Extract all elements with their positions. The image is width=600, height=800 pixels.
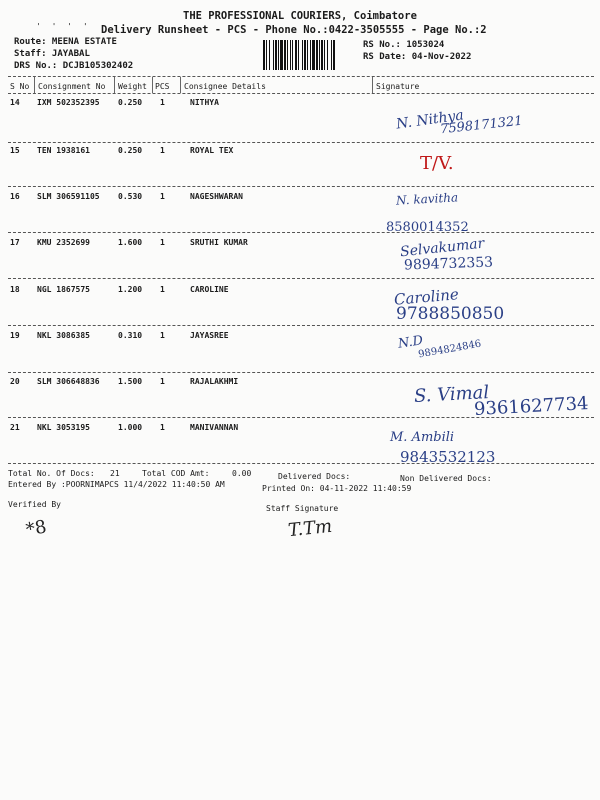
barcode-bar	[298, 40, 299, 70]
row-sno: 18	[10, 285, 20, 294]
barcode-bar	[284, 40, 286, 70]
table-row	[0, 192, 600, 232]
row-consignee: MANIVANNAN	[190, 423, 239, 432]
barcode-bar	[316, 40, 318, 70]
col-header-weight: Weight	[118, 82, 147, 91]
signature-phone: 9843532123	[400, 448, 496, 466]
row-sno: 17	[10, 238, 20, 247]
row-weight: 0.250	[118, 98, 143, 107]
staff-signature-label: Staff Signature	[266, 504, 339, 513]
total-docs-label: Total No. Of Docs:	[8, 469, 95, 478]
row-divider	[8, 463, 594, 464]
row-consignment: NKL 3086385	[37, 331, 90, 340]
row-pcs: 1	[160, 98, 165, 107]
barcode-bar	[273, 40, 274, 70]
table-row	[0, 146, 600, 186]
row-divider	[8, 325, 594, 326]
row-pcs: 1	[160, 146, 165, 155]
col-header-pcs: PCS	[155, 82, 170, 91]
row-divider	[8, 142, 594, 143]
barcode-bar	[290, 40, 291, 70]
row-weight: 0.530	[118, 192, 143, 201]
row-weight: 1.600	[118, 238, 143, 247]
barcode-bar	[304, 40, 306, 70]
table-row	[0, 235, 600, 278]
signature-phone: 9894732353	[403, 254, 494, 274]
row-sno: 15	[10, 146, 20, 155]
row-pcs: 1	[160, 377, 165, 386]
barcode-bar	[324, 40, 325, 70]
barcode-bar	[319, 40, 320, 70]
row-sno: 14	[10, 98, 20, 107]
signature-phone: 9788850850	[396, 304, 505, 324]
barcode-bar	[302, 40, 303, 70]
col-header-consignment: Consignment No	[38, 82, 106, 91]
rs-date: RS Date: 04-Nov-2022	[363, 52, 472, 62]
table-row	[0, 331, 600, 371]
row-sno: 16	[10, 192, 20, 201]
row-pcs: 1	[160, 423, 165, 432]
row-pcs: 1	[160, 192, 165, 201]
row-consignee: NITHYA	[190, 98, 219, 107]
row-weight: 0.310	[118, 331, 143, 340]
row-sno: 19	[10, 331, 20, 340]
barcode-bar	[307, 40, 308, 70]
row-pcs: 1	[160, 238, 165, 247]
row-consignment: IXM 502352395	[37, 98, 100, 107]
company-title: THE PROFESSIONAL COURIERS, Coimbatore	[183, 10, 417, 22]
signature-name: S. Vimal	[413, 382, 490, 407]
header-top-rule	[8, 76, 594, 77]
col-header-consignee: Consignee Details	[184, 82, 266, 91]
signature-name: M. Ambili	[390, 430, 455, 445]
row-divider	[8, 372, 594, 373]
barcode-bar	[333, 40, 335, 70]
barcode-bar	[278, 40, 279, 70]
non-delivered-docs-label: Non Delivered Docs:	[400, 474, 492, 483]
barcode-bar	[312, 40, 315, 70]
staff-label: Staff: JAYABAL	[14, 49, 90, 59]
barcode-bar	[327, 40, 328, 70]
row-sno: 21	[10, 423, 20, 432]
col-header-sno: S No	[10, 82, 30, 91]
barcode-bar	[269, 40, 270, 70]
row-pcs: 1	[160, 331, 165, 340]
total-docs-value: 21	[110, 469, 120, 478]
signature-name: N. kavitha	[395, 190, 459, 208]
row-consignee: CAROLINE	[190, 285, 229, 294]
row-sno: 20	[10, 377, 20, 386]
verified-signature: *8	[24, 516, 49, 541]
row-divider	[8, 232, 594, 233]
signature-phone: 8580014352	[386, 220, 469, 235]
signature-phone: 9894824846	[417, 338, 483, 361]
row-consignment: TEN 1938161	[37, 146, 90, 155]
total-cod-value: 0.00	[232, 469, 252, 478]
rs-number: RS No.: 1053024	[363, 40, 445, 50]
row-weight: 1.500	[118, 377, 143, 386]
barcode-bar	[266, 40, 267, 70]
row-consignee: ROYAL TEX	[190, 146, 234, 155]
row-weight: 1.000	[118, 423, 143, 432]
row-weight: 1.200	[118, 285, 143, 294]
col-header-signature: Signature	[376, 82, 420, 91]
barcode-bar	[331, 40, 332, 70]
signature-name: Selvakumar	[399, 235, 486, 261]
staff-signature-scrawl: T.Tm	[287, 515, 334, 542]
printed-on: Printed On: 04-11-2022 11:40:59	[262, 484, 412, 493]
route-label: Route: MEENA ESTATE	[14, 37, 117, 47]
row-consignment: NGL 1867575	[37, 285, 90, 294]
barcode	[263, 40, 359, 70]
document-title: Delivery Runsheet - PCS - Phone No.:0422-3505555 - Page No.:2	[101, 24, 487, 36]
barcode-bar	[280, 40, 283, 70]
stray-marks: ' ' ' '	[36, 22, 91, 31]
signature-name: Caroline	[393, 285, 460, 309]
barcode-bar	[321, 40, 323, 70]
total-cod-label: Total COD Amt:	[142, 469, 210, 478]
row-divider	[8, 186, 594, 187]
signature-phone: 7598171321	[439, 113, 524, 138]
row-pcs: 1	[160, 285, 165, 294]
header-bottom-rule	[8, 93, 594, 94]
barcode-bar	[275, 40, 277, 70]
row-consignee: NAGESHWARAN	[190, 192, 243, 201]
drs-number: DRS No.: DCJB105302402	[14, 61, 134, 71]
row-consignee: JAYASREE	[190, 331, 229, 340]
signature-name: T/V.	[420, 153, 454, 174]
row-consignee: RAJALAKHMI	[190, 377, 239, 386]
row-consignee: SRUTHI KUMAR	[190, 238, 248, 247]
signature-phone: 9361627734	[473, 393, 590, 420]
row-consignment: SLM 306648836	[37, 377, 100, 386]
barcode-bar	[287, 40, 288, 70]
row-divider	[8, 417, 594, 418]
barcode-bar	[292, 40, 293, 70]
barcode-bar	[295, 40, 297, 70]
signature-name: N.D	[397, 333, 425, 352]
row-consignment: SLM 306591105	[37, 192, 100, 201]
row-consignment: NKL 3053195	[37, 423, 90, 432]
verified-by-label: Verified By	[8, 500, 61, 509]
table-row	[0, 285, 600, 325]
barcode-bar	[263, 40, 265, 70]
row-weight: 0.250	[118, 146, 143, 155]
table-row	[0, 423, 600, 463]
signature-name: N. Nithya	[395, 107, 465, 133]
row-consignment: KMU 2352699	[37, 238, 90, 247]
delivered-docs-label: Delivered Docs:	[278, 472, 351, 481]
entered-by: Entered By :POORNIMAPCS 11/4/2022 11:40:50 AM	[8, 480, 225, 489]
barcode-bar	[310, 40, 311, 70]
row-divider	[8, 278, 594, 279]
